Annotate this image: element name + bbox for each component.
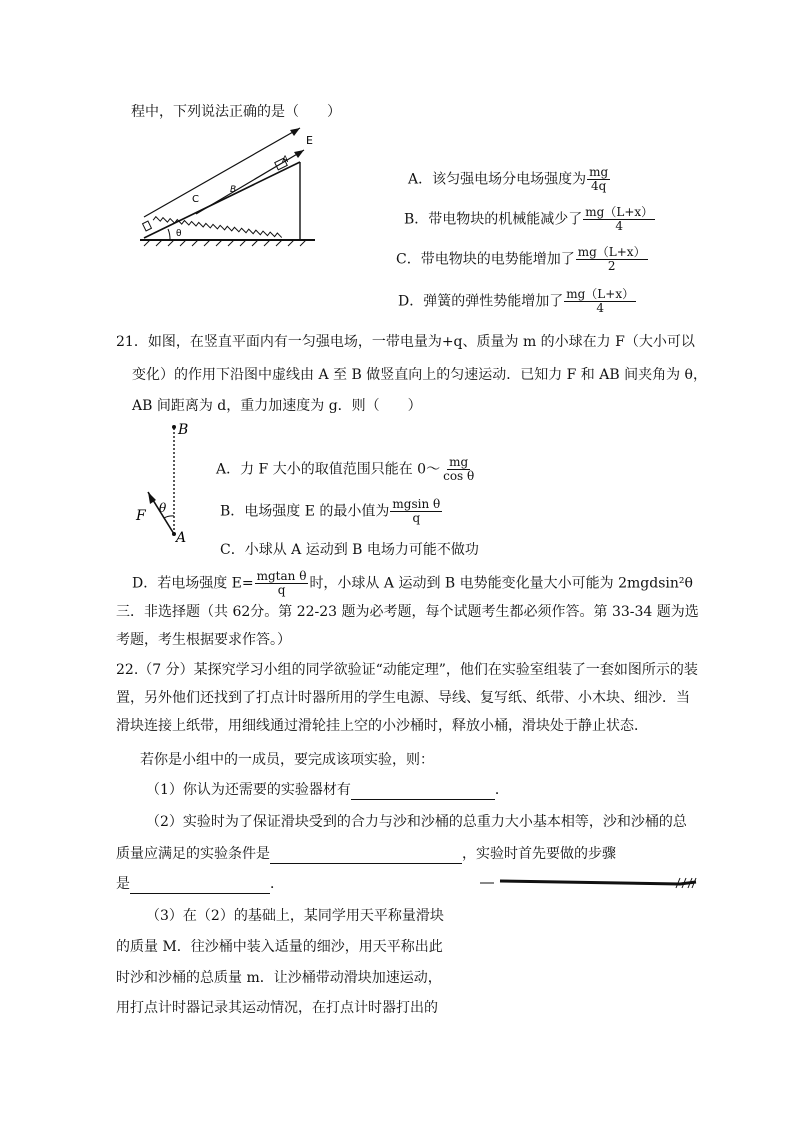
q21-option-a: A．力 F 大小的取值范围只能在 0～ $\frac{mg}{\text{cos θ}}$	[216, 455, 475, 483]
q22-line2: 置，另外他们还找到了打点计时器所用的学生电源、导线、复写纸、纸带、小木块、细沙．当	[116, 690, 690, 706]
q21-option-c: C．小球从 A 运动到 B 电场力可能不做功	[220, 542, 479, 558]
q21-line2: 变化）的作用下沿图中虚线由 A 至 B 做竖直向上的匀速运动．已知力 F 和 AB 间夹角为 θ，	[132, 367, 707, 383]
q22-part2-line2: 质量应满足的实验条件是 ，实验时首先要做的步骤	[116, 846, 616, 862]
q22-part1: （1）你认为还需要的实验器材有 ．	[146, 782, 509, 798]
q20-option-b: B．带电物块的机械能减少了 $\frac{mg(L+x)}{4}$	[404, 205, 654, 233]
q22-part2-line3: 是 ．	[116, 876, 284, 892]
figure-label-A: A	[282, 155, 289, 165]
q20-option-d: D．弹簧的弹性势能增加了 $\frac{mg(L+x)}{4}$	[398, 287, 635, 315]
q22-line3: 滑块连接上纸带，用细线通过滑轮挂上空的小沙桶时，释放小桶，滑块处于静止状态．	[116, 718, 648, 734]
q21-line3: AB 间距离为 d，重力加速度为 g．则（ ）	[132, 398, 422, 414]
force-diagram	[130, 420, 200, 550]
inclined-plane-figure	[140, 122, 340, 252]
answer-blank-1[interactable]	[351, 785, 495, 800]
section3-line1: 三．非选择题（共 62分。第 22-23 题为必考题，每个试题考生都必须作答。第 33-34 题为选	[116, 604, 699, 620]
q20-stem-tail: 程中，下列说法正确的是（ ）	[131, 104, 341, 120]
q20-option-a: A．该匀强电场分电场强度为 $\frac{mg}{4q}$	[408, 165, 609, 193]
q21-line1: 21．如图，在竖直平面内有一匀强电场，一带电量为+q、质量为 m 的小球在力 F（大小可以	[116, 334, 695, 350]
figure-label-C: C	[192, 194, 199, 205]
force-label-theta: θ	[159, 501, 167, 515]
answer-blank-2[interactable]	[270, 849, 462, 864]
q22-part3-line3: 时沙和沙桶的总质量 m．让沙桶带动滑块加速运动，	[116, 970, 442, 986]
force-label-B: B	[178, 422, 189, 438]
q22-line1: 22.（7 分）某探究学习小组的同学欲验证“动能定理”，他们在实验室组装了一套如图所示的装	[116, 662, 698, 678]
figure-label-theta: θ	[176, 229, 182, 239]
figure-label-E: E	[306, 134, 313, 147]
q22-part3-line4: 用打点计时器记录其运动情况，在打点计时器打出的	[116, 1000, 438, 1016]
q22-part2-line1: （2）实验时为了保证滑块受到的合力与沙和沙桶的总重力大小基本相等，沙和沙桶的总	[146, 814, 687, 830]
q22-part3-line1: （3）在（2）的基础上，某同学用天平称量滑块	[146, 908, 444, 924]
section3-line2: 考题，考生根据要求作答。）	[116, 632, 291, 648]
figure-label-B: B	[230, 185, 237, 195]
force-label-A: A	[176, 530, 187, 546]
q21-option-d: D．若电场强度 E= $\frac{\text{mgtan θ}}{q}$ 时，小球从 A 运动到 B 电势能变化量大小可能为 2mgdsin²θ	[132, 569, 693, 597]
q22-part3-line2: 的质量 M．往沙桶中装入适量的细沙，用天平称出此	[116, 939, 443, 955]
q20-option-c: C．带电物块的电势能增加了 $\frac{mg(L+x)}{2}$	[396, 245, 646, 273]
q22-line4: 若你是小组中的一成员，要完成该项实验，则：	[140, 752, 434, 768]
answer-blank-3[interactable]	[130, 879, 270, 894]
force-label-F: F	[136, 508, 146, 524]
apparatus-figure	[480, 878, 710, 892]
q21-option-b: B．电场强度 E 的最小值为 $\frac{\text{mgsin θ}}{q}$	[220, 497, 441, 525]
